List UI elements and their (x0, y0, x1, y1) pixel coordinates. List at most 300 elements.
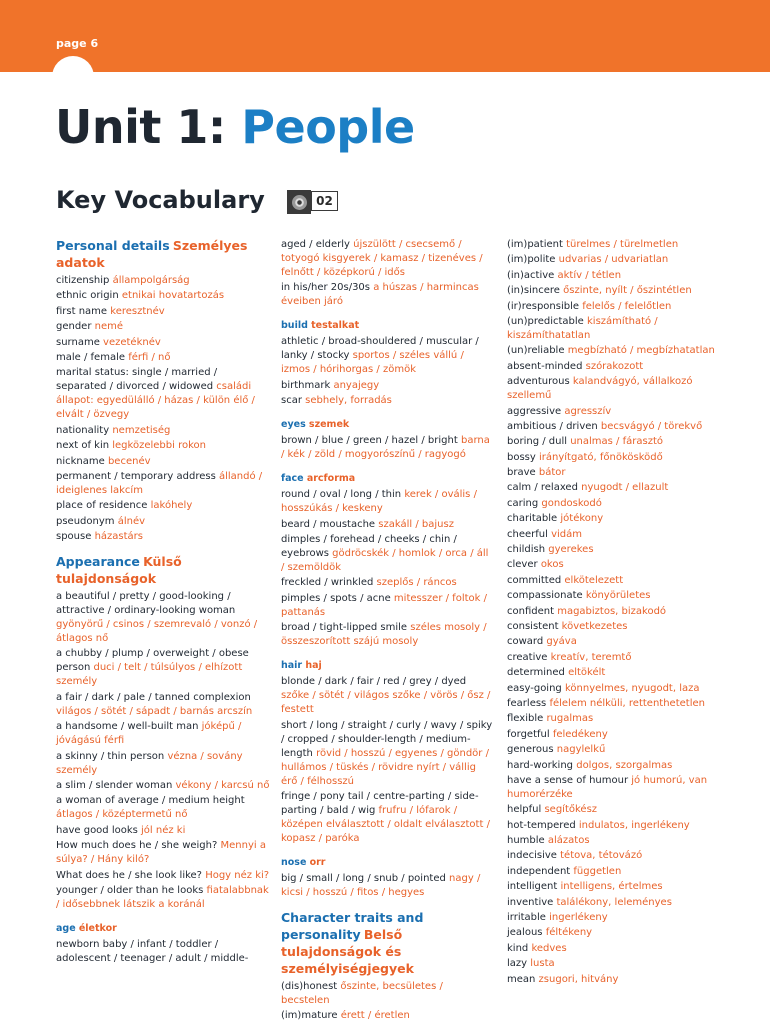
term-hu: kerek / ovális / hosszúkás / keskeny (281, 489, 477, 515)
vocab-entry (281, 675, 494, 717)
term-hu: okos (540, 559, 564, 571)
term-hu: sebhely, forradás (305, 395, 392, 407)
vocab-entry (507, 803, 725, 817)
term-en: (in)active (507, 269, 555, 281)
section-header (56, 922, 270, 936)
term-en: broad / tight-lipped smile (281, 622, 408, 634)
term-en: birthmark (281, 379, 331, 391)
vocab-entry (56, 274, 270, 288)
term-en: a chubby / plump / overweight / obese person (56, 648, 249, 674)
page-number: page 6 (56, 37, 99, 50)
audio-track-number: 02 (311, 191, 338, 211)
term-en: citizenship (56, 275, 110, 286)
term-hu: fiatalabbnak / idősebbnek látszik a koránál (56, 884, 269, 910)
term-en: (dis)honest (281, 980, 338, 992)
vocab-entry (507, 957, 725, 971)
term-hu: segítőkész (544, 804, 598, 816)
term-hu: becsvágyó / törekvő (600, 420, 703, 432)
term-hu: családi állapot: egyedülálló / házas / külön élő / elvált / özvegy (56, 381, 255, 421)
vocab-entry (56, 794, 270, 822)
term-hu: sportos / széles vállú / izmos / hórihorgas / zömök (281, 350, 464, 376)
vocab-entry (281, 1009, 494, 1023)
vocab-entry (507, 605, 725, 619)
term-hu: eltökélt (568, 667, 606, 679)
term-hu: független (573, 865, 622, 877)
term-hu: féltékeny (545, 927, 593, 939)
vocab-entry (507, 558, 725, 572)
vocab-entry (507, 728, 725, 742)
vocab-entry (56, 455, 270, 469)
vocab-entry (507, 942, 725, 956)
term-en: (in)sincere (507, 285, 560, 297)
term-en: committed (507, 574, 562, 586)
vocab-entry (56, 424, 270, 438)
term-hu: indulatos, ingerlékeny (578, 819, 690, 831)
vocab-entry (281, 872, 494, 900)
section-header (56, 238, 270, 272)
term-en: freckled / wrinkled (281, 577, 374, 589)
term-hu: etnikai hovatartozás (121, 290, 225, 302)
term-hu: kiszámítható / kiszámíthatatlan (507, 315, 658, 341)
term-en: cheerful (507, 528, 548, 540)
term-en: a skinny / thin person (56, 750, 165, 762)
term-hu: érett / éretlen (340, 1010, 410, 1022)
term-en: big / small / long / snub / pointed (281, 872, 446, 884)
vocab-entry (56, 884, 270, 912)
term-hu: legközelebbi rokon (112, 440, 206, 452)
term-hu: vidám (551, 528, 582, 540)
term-en: lazy (507, 958, 528, 970)
term-en: bossy (507, 451, 536, 463)
vocab-entry (56, 499, 270, 513)
vocab-entry (281, 592, 494, 620)
term-en: flexible (507, 713, 544, 725)
term-en: ambitious / driven (507, 420, 598, 432)
term-en: easy-going (507, 682, 562, 694)
term-hu: intelligens, értelmes (560, 881, 663, 893)
section-header (281, 418, 494, 432)
vocab-entry (507, 774, 725, 802)
term-en: mean (507, 973, 536, 985)
page-header-bar (0, 0, 770, 72)
term-en: (im)polite (507, 254, 556, 266)
term-hu: gondoskodó (541, 497, 602, 509)
vocab-entry (281, 488, 494, 516)
vocab-entry (507, 666, 725, 680)
term-hu: feledékeny (552, 728, 608, 740)
term-hu: szakáll / bajusz (378, 518, 454, 530)
term-en: helpful (507, 804, 542, 816)
vocab-entry (507, 269, 725, 283)
term-en: pimples / spots / acne (281, 592, 391, 604)
term-en: have good looks (56, 824, 138, 836)
term-hu: unalmas / fárasztó (570, 436, 663, 448)
term-hu: gödröcskék / homlok / orca / áll / szemöldök (281, 547, 489, 573)
term-hu: újszülött / csecsemő / totyogó kisgyerek / kamasz / tizenéves / felnőtt / középkorú / idős (281, 239, 483, 278)
term-hu: alázatos (547, 835, 590, 847)
term-hu: a húszas / harmincas éveiben járó (281, 282, 479, 308)
term-en: first name (56, 305, 108, 317)
term-en: a woman of average / medium height (56, 795, 245, 807)
term-en: have a sense of humour (507, 774, 629, 786)
term-hu: nemé (94, 321, 124, 333)
vocab-entry (507, 926, 725, 940)
term-hu: férfi / nő (128, 351, 171, 363)
vocab-entry (507, 543, 725, 557)
term-en: brown / blue / green / hazel / bright (281, 435, 458, 447)
vocab-entry (507, 360, 725, 374)
term-en: aged / elderly (281, 239, 350, 250)
vocab-entry (507, 253, 725, 267)
term-hu: félelem nélküli, rettenthetetlen (549, 697, 705, 709)
term-en: confident (507, 605, 555, 617)
term-en: How much does he / she weigh? (56, 840, 218, 852)
term-hu: vékony / karcsú nő (175, 780, 270, 792)
term-en: intelligent (507, 881, 558, 893)
term-en: marital status: single / married / separated / divorced / widowed (56, 367, 218, 393)
vocab-entry (56, 869, 270, 883)
term-hu: barna / kék / zöld / mogyorószínű / ragyogó (281, 435, 490, 461)
section-title-hu: életkor (78, 922, 117, 934)
term-en: beard / moustache (281, 518, 376, 530)
term-en: compassionate (507, 590, 583, 602)
term-hu: jó humorú, van humorérzéke (507, 774, 708, 800)
term-hu: vézna / sovány személy (56, 750, 243, 776)
vocab-entry (56, 750, 270, 778)
term-hu: jóképű / jóvágású férfi (56, 721, 242, 747)
vocab-entry (281, 238, 494, 280)
term-en: childish (507, 544, 546, 556)
cd-icon (287, 190, 311, 214)
term-hu: következetes (561, 620, 628, 632)
vocab-column-3 (507, 238, 725, 988)
term-hu: kalandvágyó, vállalkozó szellemű (507, 376, 693, 402)
vocab-entry (56, 320, 270, 334)
term-en: (im)patient (507, 239, 563, 250)
section-title-en: Appearance (56, 554, 140, 570)
vocab-entry (507, 420, 725, 434)
term-hu: anyajegy (333, 379, 380, 391)
section-header (281, 472, 494, 486)
term-hu: állandó / ideiglenes lakcím (56, 470, 263, 496)
term-hu: bátor (538, 467, 566, 479)
term-en: humble (507, 835, 545, 847)
term-en: spouse (56, 531, 92, 543)
vocab-entry (281, 576, 494, 590)
vocab-entry (56, 336, 270, 350)
section-header (281, 319, 494, 333)
term-hu: aktív / tétlen (557, 269, 622, 281)
vocab-entry (507, 451, 725, 465)
section-title-en: nose (281, 856, 307, 868)
term-en: kind (507, 942, 529, 954)
section-title-en: hair (281, 660, 303, 672)
vocab-entry (56, 647, 270, 689)
term-hu: őszinte, becsületes / becstelen (281, 980, 443, 1006)
term-hu: jótékony (560, 513, 604, 525)
term-hu: türelmes / türelmetlen (566, 239, 679, 250)
vocab-entry (281, 434, 494, 462)
term-en: determined (507, 667, 565, 679)
term-hu: szórakozott (585, 360, 644, 372)
term-en: generous (507, 744, 554, 756)
term-en: absent-minded (507, 360, 583, 372)
term-en: dimples / forehead / cheeks / chin / eyebrows (281, 533, 457, 559)
term-en: (un)reliable (507, 345, 565, 357)
term-hu: világos / sötét / sápadt / barnás arcszín (56, 705, 253, 717)
term-en: a slim / slender woman (56, 780, 173, 792)
term-en: nickname (56, 455, 105, 467)
vocab-entry (507, 651, 725, 665)
term-hu: széles mosoly / összeszorított szájú mosoly (281, 622, 487, 648)
term-en: hot-tempered (507, 819, 576, 831)
term-hu: házastárs (94, 531, 144, 543)
section-header (281, 856, 494, 870)
term-en: ethnic origin (56, 290, 119, 302)
vocab-entry (507, 697, 725, 711)
term-en: permanent / temporary address (56, 470, 216, 482)
term-en: in his/her 20s/30s (281, 282, 371, 294)
vocab-entry (281, 533, 494, 575)
vocab-entry (56, 305, 270, 319)
term-hu: kedves (531, 942, 567, 954)
vocab-entry (507, 849, 725, 863)
section-title-hu: szemek (308, 419, 350, 431)
term-en: (im)mature (281, 1010, 338, 1022)
vocab-entry (56, 289, 270, 303)
section-title-en: eyes (281, 419, 306, 431)
term-hu: szeplős / ráncos (376, 577, 457, 589)
term-hu: tétova, tétovázó (560, 850, 643, 862)
term-en: a handsome / well-built man (56, 721, 199, 733)
unit-title (55, 100, 415, 154)
term-hu: lusta (530, 958, 555, 970)
section-title-en: face (281, 473, 304, 485)
term-en: jealous (507, 927, 543, 939)
term-en: boring / dull (507, 436, 568, 448)
term-hu: ingerlékeny (549, 912, 608, 924)
term-en: younger / older than he looks (56, 884, 204, 896)
vocab-entry (507, 880, 725, 894)
term-hu: gyáva (546, 636, 577, 648)
term-en: coward (507, 636, 544, 648)
vocab-entry (281, 518, 494, 532)
term-en: calm / relaxed (507, 482, 578, 494)
term-en: consistent (507, 620, 559, 632)
term-hu: Mennyi a súlya? / Hány kiló? (56, 840, 266, 866)
term-hu: irányítgató, főnökösködő (539, 451, 663, 463)
vocab-entry (507, 238, 725, 252)
term-en: round / oval / long / thin (281, 489, 402, 501)
term-hu: szőke / sötét / világos szőke / vörös / ősz / festett (281, 690, 491, 716)
vocab-entry (56, 515, 270, 529)
term-hu: könyörületes (585, 590, 651, 602)
term-hu: gyerekes (548, 544, 594, 556)
vocab-entry (507, 620, 725, 634)
vocab-entry (507, 911, 725, 925)
term-hu: megbízható / megbízhatatlan (567, 345, 715, 357)
vocab-entry (281, 621, 494, 649)
term-hu: nyugodt / ellazult (581, 482, 669, 494)
term-hu: találékony, leleményes (556, 896, 672, 908)
term-en: a beautiful / pretty / good-looking / attractive / ordinary-looking woman (56, 591, 236, 617)
term-hu: elkötelezett (564, 574, 624, 586)
vocab-entry (507, 574, 725, 588)
term-hu: nagy / kicsi / hosszú / fitos / hegyes (281, 872, 481, 898)
vocab-entry (281, 281, 494, 309)
term-hu: felelős / felelőtlen (582, 300, 672, 312)
term-en: athletic / broad-shouldered / muscular / lanky / stocky (281, 336, 479, 362)
term-en: irritable (507, 912, 546, 924)
vocab-entry (281, 980, 494, 1008)
term-hu: zsugori, hitvány (538, 973, 619, 985)
term-en: blonde / dark / fair / red / grey / dyed (281, 676, 467, 688)
term-en: next of kin (56, 440, 110, 452)
vocab-entry (507, 375, 725, 403)
vocab-entry (507, 466, 725, 480)
term-hu: jól néz ki (141, 824, 186, 836)
vocab-entry (507, 528, 725, 542)
section-title-hu: Személyes adatok (56, 238, 248, 270)
vocab-entry (507, 512, 725, 526)
term-en: forgetful (507, 728, 550, 740)
term-en: short / long / straight / curly / wavy / spiky / cropped / shoulder-length / medium-length (281, 719, 493, 759)
vocab-entry (281, 719, 494, 789)
section-title-hu: testalkat (311, 320, 360, 332)
term-hu: vezetéknév (103, 336, 161, 348)
term-en: indecisive (507, 850, 557, 862)
term-en: scar (281, 395, 302, 407)
section-title-en: Personal details (56, 238, 170, 253)
term-en: gender (56, 321, 92, 333)
term-en: fearless (507, 697, 547, 709)
vocab-entry (507, 344, 725, 358)
vocab-entry (507, 819, 725, 833)
section-title-en: build (281, 320, 308, 332)
term-hu: Hogy néz ki? (205, 869, 270, 881)
term-hu: rugalmas (546, 713, 594, 725)
vocab-entry (507, 315, 725, 343)
vocab-entry (56, 938, 270, 966)
term-hu: őszinte, nyílt / őszintétlen (563, 285, 692, 297)
term-hu: rövid / hosszú / egyenes / göndör / hullámos / tüskés / rövidre nyírt / vállig érő / félhosszú (281, 747, 489, 787)
term-en: What does he / she look like? (56, 869, 202, 881)
vocab-entry (56, 439, 270, 453)
vocab-entry (507, 834, 725, 848)
vocab-entry (507, 712, 725, 726)
vocab-column-2 (281, 238, 494, 1025)
term-en: fringe / pony tail / centre-parting / side-parting / bald / wig (281, 790, 479, 816)
vocab-entry (507, 405, 725, 419)
term-en: (ir)responsible (507, 300, 580, 312)
term-hu: átlagos / középtermetű nő (56, 809, 188, 821)
vocab-entry (507, 497, 725, 511)
vocab-entry (507, 682, 725, 696)
term-en: caring (507, 497, 539, 509)
key-vocabulary-heading: Key Vocabulary (56, 186, 265, 214)
term-hu: állampolgárság (112, 275, 190, 286)
vocab-entry (56, 691, 270, 719)
term-en: clever (507, 559, 538, 571)
term-en: place of residence (56, 500, 148, 512)
term-hu: magabiztos, bizakodó (557, 605, 667, 617)
vocab-entry (507, 284, 725, 298)
term-en: surname (56, 336, 100, 348)
term-en: brave (507, 467, 536, 479)
term-hu: könnyelmes, nyugodt, laza (564, 682, 700, 694)
section-title-hu: Külső tulajdonságok (56, 554, 182, 587)
section-title-en: Character traits and personality (281, 909, 424, 942)
vocab-entry (56, 366, 270, 422)
section-title-hu: arcforma (306, 473, 356, 485)
vocab-entry (507, 589, 725, 603)
section-header (281, 659, 494, 673)
section-header (56, 554, 270, 588)
section-title-hu: haj (305, 660, 322, 672)
term-en: independent (507, 865, 571, 877)
vocab-entry (56, 530, 270, 544)
term-hu: dolgos, szorgalmas (576, 759, 673, 771)
vocab-column-1 (56, 238, 270, 967)
term-hu: gyönyörű / csinos / szemrevaló / vonzó / átlagos nő (56, 619, 258, 645)
term-en: charitable (507, 513, 558, 525)
term-hu: udvarias / udvariatlan (558, 254, 669, 266)
term-hu: duci / telt / túlsúlyos / elhízott személy (56, 662, 243, 688)
vocab-entry (56, 720, 270, 748)
term-en: creative (507, 651, 548, 663)
vocab-entry (507, 865, 725, 879)
term-en: hard-working (507, 759, 574, 771)
vocab-entry (56, 824, 270, 838)
term-hu: kreatív, teremtő (550, 651, 632, 663)
vocab-entry (281, 335, 494, 377)
term-hu: nagylelkű (556, 744, 606, 756)
term-hu: agresszív (564, 405, 612, 417)
vocab-entry (56, 779, 270, 793)
vocab-entry (507, 759, 725, 773)
term-hu: álnév (117, 515, 146, 527)
vocab-entry (507, 435, 725, 449)
section-title-en: age (56, 922, 76, 934)
term-en: newborn baby / infant / toddler / adolescent / teenager / adult / middle- (56, 938, 249, 964)
term-en: inventive (507, 896, 554, 908)
vocab-entry (56, 590, 270, 646)
vocab-entry (507, 743, 725, 757)
vocab-entry (507, 973, 725, 987)
term-hu: mitesszer / foltok / pattanás (281, 592, 487, 618)
term-hu: keresztnév (110, 305, 165, 317)
term-hu: nemzetiség (112, 424, 171, 436)
vocab-entry (281, 394, 494, 408)
vocab-entry (56, 470, 270, 498)
section-title-hu: orr (309, 856, 326, 868)
vocab-entry (56, 839, 270, 867)
audio-track-badge[interactable] (287, 190, 338, 214)
term-hu: frufru / lófarok / középen elválasztott / oldalt elválasztott / kopasz / paróka (281, 804, 490, 844)
term-en: male / female (56, 351, 125, 363)
term-en: nationality (56, 424, 110, 436)
vocab-entry (507, 300, 725, 314)
term-en: (un)predictable (507, 315, 584, 327)
term-en: a fair / dark / pale / tanned complexion (56, 691, 251, 703)
section-title-hu: Belső tulajdonságok és személyiségjegyek (281, 926, 414, 976)
term-en: aggressive (507, 405, 562, 417)
unit-number: Unit 1: (55, 100, 226, 154)
unit-subject: People (241, 100, 415, 154)
vocab-entry (507, 481, 725, 495)
vocab-entry (507, 635, 725, 649)
term-hu: lakóhely (150, 500, 193, 512)
